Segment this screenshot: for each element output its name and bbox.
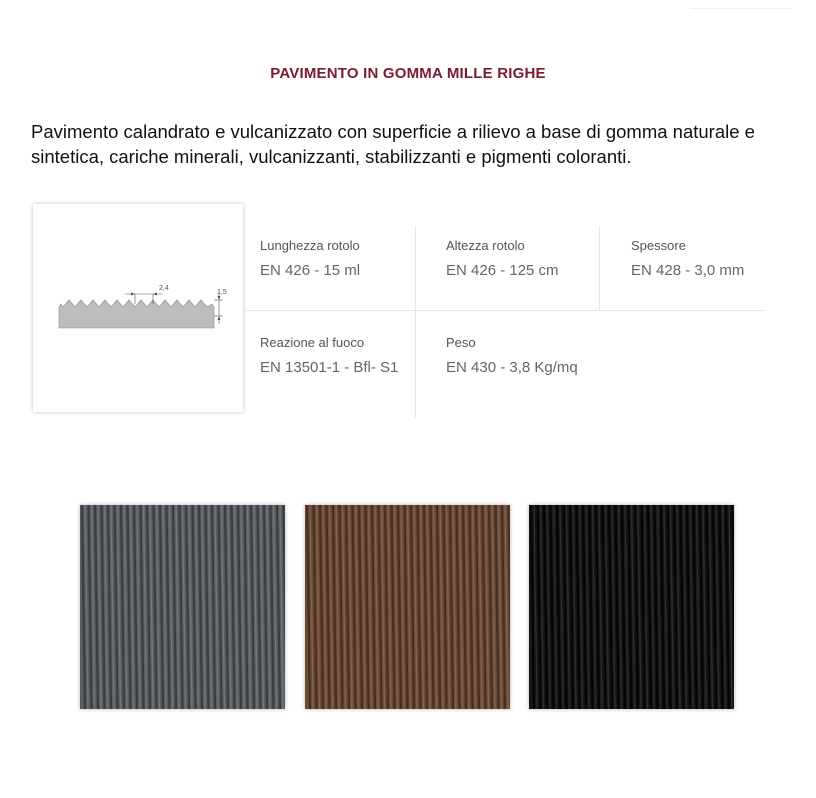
swatch-brown xyxy=(305,505,510,709)
pitch-arrow-right xyxy=(153,293,157,296)
rib-texture xyxy=(305,505,510,709)
spec-value: EN 13501-1 - Bfl- S1 xyxy=(260,359,399,376)
rib-texture xyxy=(529,505,734,709)
spec-roll-height xyxy=(446,238,559,279)
product-description: Pavimento calandrato e vulcanizzato con superficie a rilievo a base di gomma naturale e sintetica, cariche minerali, vulcanizzanti, stabilizzanti e pigmenti coloranti. xyxy=(31,121,755,167)
top-divider xyxy=(690,8,792,9)
profile-diagram-card xyxy=(33,204,243,412)
spec-label: Peso xyxy=(446,335,476,350)
spec-value: EN 426 - 15 ml xyxy=(260,262,361,279)
spec-label: Altezza rotolo xyxy=(446,238,525,253)
spec-divider-vertical-1 xyxy=(415,226,416,418)
pitch-arrow-left xyxy=(131,293,135,296)
spec-value: EN 426 - 125 cm xyxy=(446,262,559,279)
page-title: PAVIMENTO IN GOMMA MILLE RIGHE xyxy=(270,65,546,82)
spec-divider-vertical-2 xyxy=(599,226,600,310)
spec-label: Spessore xyxy=(631,238,686,253)
swatch-black xyxy=(529,505,734,709)
spec-label: Lunghezza rotolo xyxy=(260,238,360,253)
height-arrow-bottom xyxy=(218,316,221,320)
pitch-label: 2,4 xyxy=(159,285,169,292)
swatch-grey xyxy=(80,505,285,709)
spec-thickness xyxy=(631,238,744,279)
spec-value: EN 430 - 3,8 Kg/mq xyxy=(446,359,578,376)
spec-fire-reaction xyxy=(260,335,398,376)
rib-profile-shape xyxy=(59,300,214,328)
spec-value: EN 428 - 3,0 mm xyxy=(631,262,745,279)
rib-profile-diagram xyxy=(33,204,243,412)
spec-divider-horizontal xyxy=(245,310,765,311)
spec-roll-length xyxy=(260,238,360,279)
rib-texture xyxy=(80,505,285,709)
spec-label: Reazione al fuoco xyxy=(260,335,365,350)
height-arrow-top xyxy=(218,296,221,300)
height-label: 1,5 xyxy=(217,289,227,296)
spec-weight xyxy=(446,335,578,376)
